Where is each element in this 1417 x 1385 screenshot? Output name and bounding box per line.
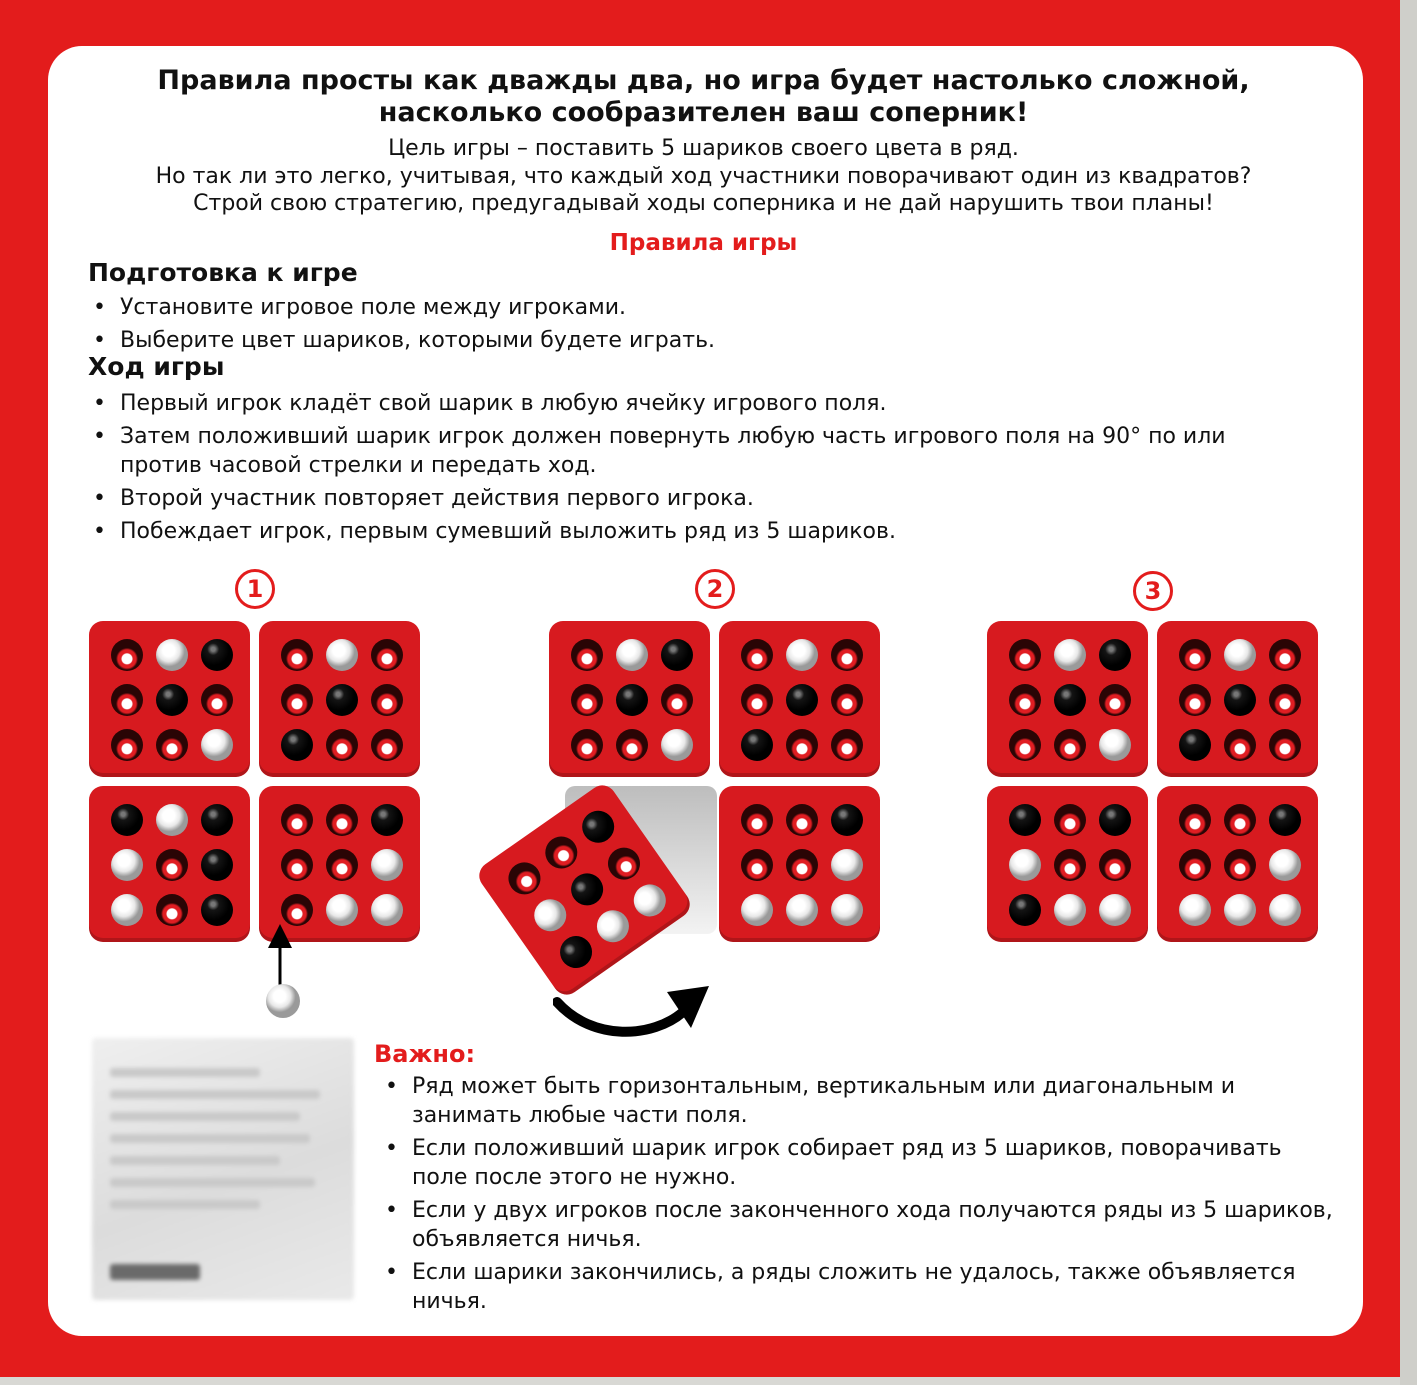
black-ball-icon: [831, 804, 863, 836]
board-hole: [371, 639, 403, 671]
board-hole: [831, 729, 863, 761]
board-tile: [719, 621, 880, 777]
board-tile: [719, 786, 880, 942]
board-hole: [281, 804, 313, 836]
board-hole: [371, 684, 403, 716]
list-item: • Затем положивший шарик игрок должен повернуть любую часть игрового поля на 90° по или против часовой стрелки и передать ход.: [88, 422, 1263, 480]
board-hole: [571, 684, 603, 716]
preparation-list: [88, 293, 1288, 359]
white-ball-icon: [741, 894, 773, 926]
white-ball-icon: [1224, 639, 1256, 671]
preparation-heading: Подготовка к игре: [88, 258, 358, 287]
list-item: • Установите игровое поле между игроками.: [88, 293, 1288, 322]
step-number-3: 3: [1133, 571, 1173, 611]
board-hole: [1009, 639, 1041, 671]
board-hole: [281, 684, 313, 716]
board-hole: [741, 684, 773, 716]
board-tile: [89, 786, 250, 942]
black-ball-icon: [616, 684, 648, 716]
white-ball-icon: [628, 878, 673, 923]
white-ball-icon: [786, 894, 818, 926]
main-title-line2: насколько сообразителен ваш соперник!: [378, 97, 1029, 128]
black-ball-icon: [1269, 804, 1301, 836]
board-hole: [1054, 849, 1086, 881]
black-ball-icon: [554, 930, 599, 975]
board-hole: [1269, 639, 1301, 671]
black-ball-icon: [201, 894, 233, 926]
white-ball-icon: [111, 894, 143, 926]
board-hole: [1179, 684, 1211, 716]
black-ball-icon: [371, 804, 403, 836]
black-ball-icon: [281, 729, 313, 761]
important-heading: Важно:: [374, 1040, 476, 1068]
list-item: • Побеждает игрок, первым сумевший выложить ряд из 5 шариков.: [88, 517, 1263, 546]
list-item: • Второй участник повторяет действия первого игрока.: [88, 484, 1263, 513]
board-hole: [1099, 849, 1131, 881]
board-hole: [1009, 729, 1041, 761]
board-hole: [1099, 684, 1131, 716]
list-item: • Если положивший шарик игрок собирает ряд из 5 шариков, поворачивать поле после этого не нужно.: [380, 1134, 1340, 1192]
board-hole: [661, 684, 693, 716]
black-ball-icon: [1179, 729, 1211, 761]
board-hole: [156, 894, 188, 926]
gameplay-list: [88, 389, 1263, 550]
gameplay-heading: Ход игры: [88, 352, 225, 381]
black-ball-icon: [1224, 684, 1256, 716]
black-ball-icon: [1099, 804, 1131, 836]
white-ball-icon: [371, 894, 403, 926]
board-hole: [1224, 804, 1256, 836]
black-ball-icon: [741, 729, 773, 761]
black-ball-icon: [1099, 639, 1131, 671]
step-number-2: 2: [695, 569, 735, 609]
list-item: • Если шарики закончились, а ряды сложить не удалось, также объявляется ничья.: [380, 1258, 1340, 1316]
important-list: [380, 1072, 1340, 1320]
board-hole: [111, 639, 143, 671]
black-ball-icon: [576, 804, 621, 849]
intro-line3: Строй свою стратегию, предугадывай ходы соперника и не дай нарушить твои планы!: [193, 191, 1214, 216]
board-hole: [326, 729, 358, 761]
step-number-1: 1: [235, 569, 275, 609]
board-hole: [571, 729, 603, 761]
board-hole: [156, 729, 188, 761]
board-hole: [741, 804, 773, 836]
intro-line2: Но так ли это легко, учитывая, что каждый ход участники поворачивают один из квадратов?: [155, 164, 1252, 189]
board-hole: [1179, 849, 1211, 881]
white-ball-icon: [831, 894, 863, 926]
white-ball-icon: [156, 804, 188, 836]
board-tile: [987, 621, 1148, 777]
board-hole: [539, 830, 584, 875]
white-ball-icon: [156, 639, 188, 671]
white-ball-icon: [326, 894, 358, 926]
black-ball-icon: [201, 804, 233, 836]
white-ball-icon: [111, 849, 143, 881]
board-hole: [1054, 804, 1086, 836]
white-ball-icon: [1099, 894, 1131, 926]
white-ball-icon: [591, 904, 636, 949]
board-hole: [831, 639, 863, 671]
black-ball-icon: [565, 867, 610, 912]
board-hole: [111, 729, 143, 761]
black-ball-icon: [1009, 804, 1041, 836]
board-hole: [571, 639, 603, 671]
board-hole: [1179, 804, 1211, 836]
list-item: • Если у двух игроков после законченного хода получаются ряды из 5 шариков, объявляется ничья.: [380, 1196, 1340, 1254]
black-ball-icon: [201, 849, 233, 881]
white-ball-icon: [616, 639, 648, 671]
board-tile: [987, 786, 1148, 942]
rotate-arrow-icon: [553, 980, 723, 1050]
main-title-line1: Правила просты как дважды два, но игра будет настолько сложной,: [157, 65, 1250, 96]
board-hole: [786, 804, 818, 836]
board-hole: [281, 639, 313, 671]
board-hole: [741, 639, 773, 671]
board-hole: [502, 856, 547, 901]
board-tile: [89, 621, 250, 777]
board-tile: [1157, 786, 1318, 942]
black-ball-icon: [1009, 894, 1041, 926]
board-hole: [1224, 729, 1256, 761]
white-ball-icon: [661, 729, 693, 761]
black-ball-icon: [156, 684, 188, 716]
board-hole: [1054, 729, 1086, 761]
board-hole: [201, 684, 233, 716]
board-tile: [549, 621, 710, 777]
board-hole: [616, 729, 648, 761]
rules-title: Правила игры: [609, 230, 798, 256]
black-ball-icon: [201, 639, 233, 671]
white-ball-icon: [1009, 849, 1041, 881]
black-ball-icon: [326, 684, 358, 716]
white-ball-icon: [1269, 894, 1301, 926]
board-hole: [281, 849, 313, 881]
black-ball-icon: [786, 684, 818, 716]
white-ball-icon: [1054, 639, 1086, 671]
board-hole: [831, 684, 863, 716]
white-ball-icon: [1224, 894, 1256, 926]
board-tile: [1157, 621, 1318, 777]
white-ball-icon: [831, 849, 863, 881]
board-hole: [156, 849, 188, 881]
white-ball-icon: [1269, 849, 1301, 881]
white-ball-icon: [371, 849, 403, 881]
board-hole: [371, 729, 403, 761]
ball-icon: [266, 984, 300, 1018]
black-ball-icon: [1054, 684, 1086, 716]
white-ball-icon: [326, 639, 358, 671]
white-ball-icon: [1054, 894, 1086, 926]
black-ball-icon: [111, 804, 143, 836]
board-hole: [111, 684, 143, 716]
white-ball-icon: [786, 639, 818, 671]
board-hole: [602, 841, 647, 886]
list-item: • Первый игрок кладёт свой шарик в любую ячейку игрового поля.: [88, 389, 1263, 418]
list-item: • Ряд может быть горизонтальным, вертикальным или диагональным и занимать любые части поля.: [380, 1072, 1340, 1130]
board-tile: [259, 621, 420, 777]
certification-block: [92, 1038, 354, 1300]
board-hole: [1269, 729, 1301, 761]
board-hole: [786, 729, 818, 761]
white-ball-icon: [1179, 894, 1211, 926]
board-hole: [326, 804, 358, 836]
board-hole: [741, 849, 773, 881]
black-ball-icon: [661, 639, 693, 671]
board-hole: [326, 849, 358, 881]
board-hole: [1224, 849, 1256, 881]
list-item: • Выберите цвет шариков, которыми будете играть.: [88, 326, 1288, 355]
white-ball-icon: [528, 893, 573, 938]
white-ball-icon: [1099, 729, 1131, 761]
intro-line1: Цель игры – поставить 5 шариков своего цвета в ряд.: [388, 136, 1019, 161]
board-hole: [786, 849, 818, 881]
board-hole: [1009, 684, 1041, 716]
white-ball-icon: [201, 729, 233, 761]
board-hole: [1179, 639, 1211, 671]
board-hole: [1269, 684, 1301, 716]
